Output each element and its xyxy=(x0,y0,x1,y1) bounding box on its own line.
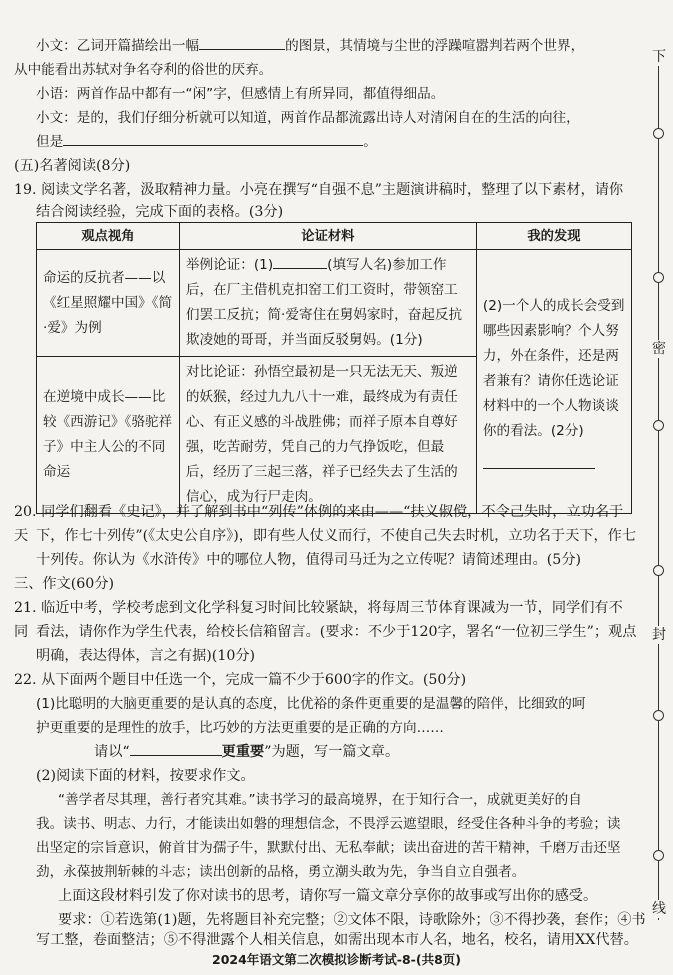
dialogue-line: 小语：两首作品中都有一“闲”字，但感情上有所异同，都值得细品。 xyxy=(36,86,445,102)
option-1: 护更重要的是理性的放手，比巧妙的方法更重要的是正确的方向…… xyxy=(36,720,444,736)
margin-char-mi: 密 xyxy=(648,340,670,358)
table-header: 观点视角 xyxy=(37,223,180,250)
table-cell-view: 命运的反抗者——以《红星照耀中国》《简·爱》为例 xyxy=(37,250,180,357)
answer-blank[interactable] xyxy=(273,254,327,269)
table-cell-material: 对比论证：孙悟空最初是一只无法无天、叛逆的妖猴，经过九九八十一难，最终成为有责任心、有正义感的斗战胜佛；而祥子原本自尊好强，吃苦耐劳，凭自己的力气挣饭吃，但最后，经历了三起三落，祥子已经失去了生活的信心，成为行尸走肉。 xyxy=(179,357,476,514)
question-21: 看法，请你作为学生代表，给校长信箱留言。(要求：不少于120字，署名“一位初三学生”；观点 xyxy=(36,624,637,640)
page-footer: 2024年语文第二次模拟诊断考试-8-(共8页) xyxy=(212,952,461,967)
section-title: 三、作文(60分) xyxy=(14,576,115,592)
question-22: 22. 从下面两个题目中任选一个，完成一篇不少于600字的作文。(50分) xyxy=(14,672,467,688)
table-header: 论证材料 xyxy=(179,223,476,250)
margin-char-xian: 线 xyxy=(648,900,670,918)
margin-circle xyxy=(653,710,664,721)
material-text: 劲，永葆披荆斩棘的斗志；读出创新的品格，勇立潮头敢为先，争当自立自强者。 xyxy=(36,864,526,880)
question-21: 明确，表达得体，言之有据)(10分) xyxy=(36,648,256,664)
option-1-prompt: 请以“ 更重要”为题，写一篇文章。 xyxy=(14,740,673,764)
margin-char-xia: 下 xyxy=(648,48,670,66)
title-blank[interactable] xyxy=(130,741,222,756)
dialogue-line: 小文：是的，我们仔细分析就可以知道，两首作品都流露出诗人对清闲自在的生活的向往， xyxy=(36,110,580,126)
margin-circle xyxy=(653,420,664,431)
binding-line xyxy=(658,60,659,920)
material-text: “善学者尽其理，善行者究其难。”读书学习的最高境界，在于知行合一，成就更美好的自 xyxy=(58,792,582,808)
margin-circle xyxy=(653,850,664,861)
material-text: 我。读书、明志、力行，才能读出如磐的理想信念，不畏浮云遮望眼，经受住各种斗争的考验；读 xyxy=(36,816,621,832)
dialogue-line: 从中能看出苏轼对争名夺利的俗世的厌弃。 xyxy=(14,62,273,78)
dialogue-line: 小文：乙词开篇描绘出一幅 的图景，其情境与尘世的浮躁喧嚣判若两个世界， xyxy=(14,34,654,58)
question-20: 20. 同学们翻看《史记》，并了解到书中“列传”体例的来由——“扶义俶傥，不令己失时，立功名于天 xyxy=(14,504,624,544)
material-text: 出坚定的宗旨意识，俯首甘为孺子牛，默默付出、无私奉献；读出奋进的苦干精神，千磨万击还坚 xyxy=(36,840,621,856)
writing-prompt: 上面这段材料引发了你对读书的思考，请你写一篇文章分享你的故事或写出你的感受。 xyxy=(58,888,598,904)
question-20: 下，作七十列传”(《太史公自序》)，即有些人仗义而行，不使自己失去时机，立功名于天下，作七 xyxy=(36,528,637,544)
question-21: 21. 临近中考，学校考虑到文化学科复习时间比较紧缺，将每周三节体育课减为一节，同学们有不同 xyxy=(14,600,623,640)
margin-circle xyxy=(653,272,664,283)
answer-blank[interactable] xyxy=(63,131,363,146)
question-20: 十列传。你认为《水浒传》中的哪位人物，值得司马迁为之立传呢？请简述理由。(5分) xyxy=(36,552,582,568)
answer-blank[interactable] xyxy=(199,35,285,50)
dialogue-line: 但是 。 xyxy=(14,130,654,154)
requirements: 要求：①若选第(1)题，先将题目补充完整；②文体不限，诗歌除外；③不得抄袭，套作；④书 xyxy=(58,912,646,928)
option-1: (1)比聪明的大脑更重要的是认真的态度，比优裕的条件更重要的是温馨的陪伴，比细致的呵 xyxy=(36,696,586,712)
requirements: 写工整，卷面整洁；⑤不得泄露个人相关信息，如需出现本市人名，地名，校名，请用XX代替。 xyxy=(36,932,638,948)
table-cell-discovery: (2)一个人的成长会受到哪些因素影响？个人努力，外在条件，还是两者兼有？请你任选论证材料中的一个人物谈谈你的看法。(2分) xyxy=(476,250,631,514)
answer-blank[interactable] xyxy=(483,454,595,469)
material-table xyxy=(36,222,632,514)
question-19: 19. 阅读文学名著，汲取精神力量。小亮在撰写“自强不息”主题演讲稿时，整理了以下素材，请你 xyxy=(14,182,624,198)
table-cell-view: 在逆境中成长——比较《西游记》《骆驼祥子》中主人公的不同命运 xyxy=(37,357,180,514)
table-cell-material: 举例论证：(1) (填写人名)参加工作后，在厂主借机克扣窑工们工资时，带领窑工们罢工反抗；简·爱寄住在舅妈家时，奋起反抗欺凌她的哥哥，并当面反驳舅妈。(1分) xyxy=(179,250,476,357)
section-title: (五)名著阅读(8分) xyxy=(14,158,131,174)
table-header: 我的发现 xyxy=(476,223,631,250)
margin-circle xyxy=(653,565,664,576)
margin-circle xyxy=(653,128,664,139)
margin-char-feng: 封 xyxy=(648,626,670,644)
option-2-title: (2)阅读下面的材料，按要求作文。 xyxy=(36,768,255,784)
question-19: 结合阅读经验，完成下面的表格。(3分) xyxy=(36,204,284,220)
